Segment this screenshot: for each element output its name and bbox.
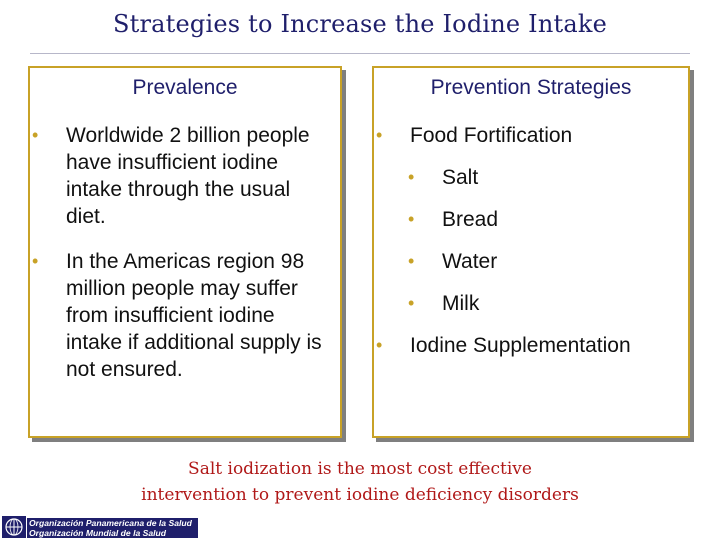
prevalence-list — [30, 122, 340, 383]
prevention-box — [372, 66, 690, 438]
strategy-sub-label: Milk — [442, 292, 480, 315]
prevention-heading: Prevention Strategies — [430, 76, 632, 99]
strategy-sub-label: Salt — [442, 166, 479, 189]
title-divider — [30, 53, 690, 54]
bullet-icon: • — [376, 125, 383, 145]
bullet-icon: • — [408, 167, 415, 187]
list-item — [32, 122, 340, 230]
prevalence-box — [28, 66, 342, 438]
list-item — [408, 164, 688, 191]
strategy-sub-label: Bread — [442, 208, 499, 231]
list-item — [408, 206, 688, 233]
strategy-label: Food Fortification — [410, 124, 573, 147]
conclusion-line: Salt iodization is the most cost effective — [188, 459, 532, 479]
prevalence-heading: Prevalence — [132, 76, 238, 99]
bullet-icon: • — [32, 251, 39, 271]
list-item — [408, 248, 688, 275]
list-item — [376, 122, 688, 149]
list-item — [376, 332, 688, 359]
prevention-list — [374, 122, 688, 359]
prevalence-bullet-text: Worldwide 2 billion people have insufficient iodine intake through the usual diet. — [66, 124, 310, 228]
bullet-icon: • — [376, 335, 383, 355]
bullet-icon: • — [408, 293, 415, 313]
bullet-icon: • — [408, 209, 415, 229]
organization-line: Organización Mundial de la Salud — [29, 528, 167, 538]
bullet-icon: • — [408, 251, 415, 271]
page-title: Strategies to Increase the Iodine Intake — [113, 10, 607, 38]
strategy-label: Iodine Supplementation — [410, 334, 631, 357]
conclusion-line: intervention to prevent iodine deficiency disorders — [141, 485, 579, 505]
list-item — [408, 290, 688, 317]
organization-line: Organización Panamericana de la Salud — [29, 518, 192, 528]
strategy-sub-label: Water — [442, 250, 498, 273]
list-item — [32, 248, 340, 383]
organization-band — [27, 518, 198, 538]
prevalence-bullet-text: In the Americas region 98 million people may suffer from insufficient iodine intake if additional supply is not ensured. — [66, 250, 322, 381]
conclusion-text — [0, 456, 720, 508]
bullet-icon: • — [32, 125, 39, 145]
paho-logo-icon — [2, 516, 26, 538]
